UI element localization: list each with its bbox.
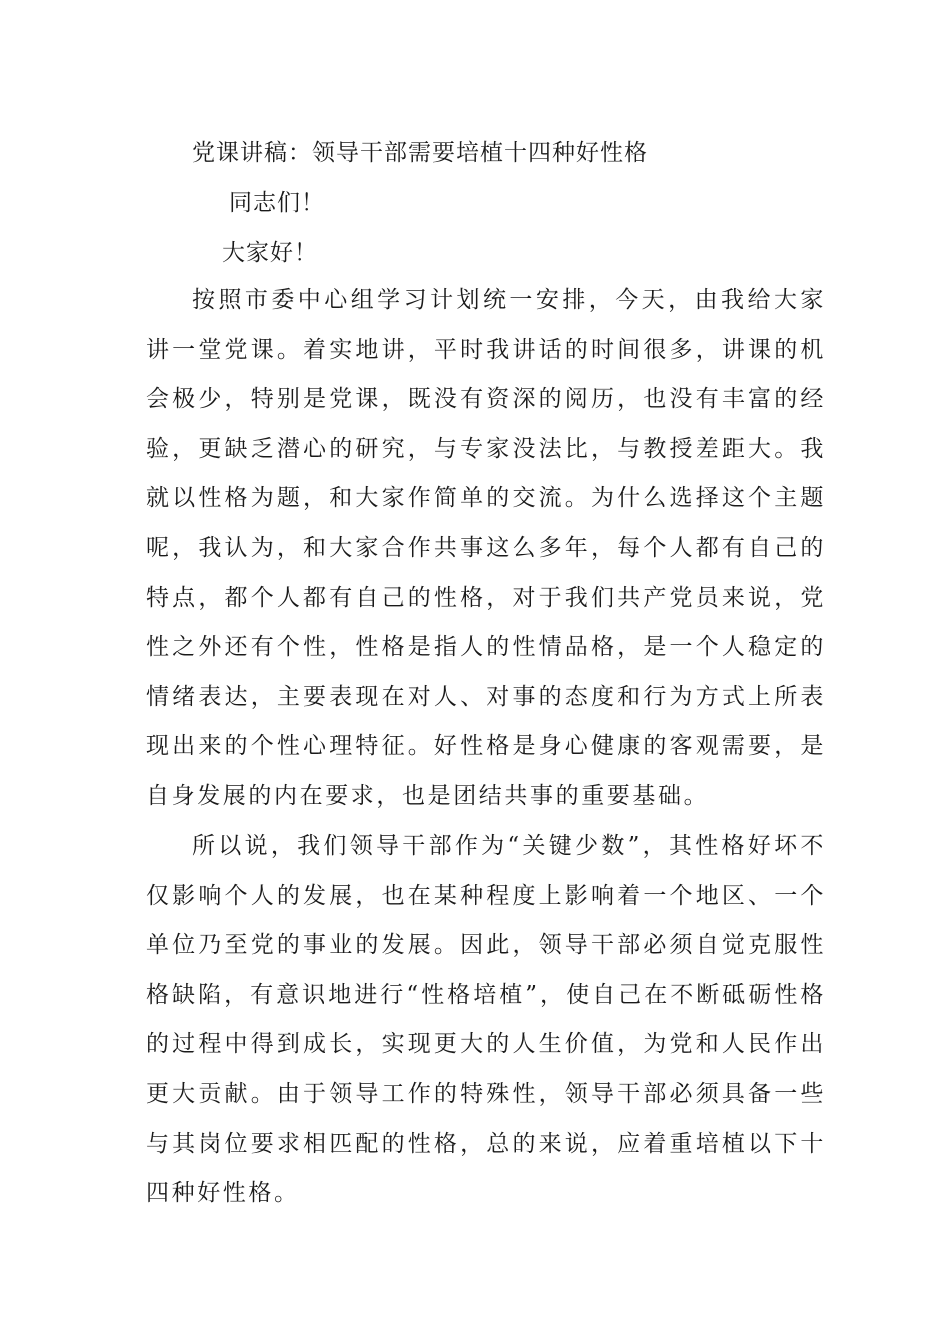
paragraph-2: 所以说，我们领导干部作为“关键少数”，其性格好坏不仅影响个人的发展，也在某种程度上影响着一个地区、一个单位乃至党的事业的发展。因此，领导干部必须自觉克服性格缺陷，有意识地进行“性格培植”，使自己在不断砥砺性格的过程中得到成长，实现更大的人生价值，为党和人民作出更大贡献。由于领导工作的特殊性，领导干部必须具备一些与其岗位要求相匹配的性格，总的来说，应着重培植以下十四种好性格。 xyxy=(146,833,826,1207)
greeting-comrades: 同志们！ xyxy=(229,190,325,216)
paragraph-1: 按照市委中心组学习计划统一安排，今天，由我给大家讲一堂党课。着实地讲，平时我讲话的时间很多，讲课的机会极少，特别是党课，既没有资深的阅历，也没有丰富的经验，更缺乏潜心的研究，与专家没法比，与教授差距大。我就以性格为题，和大家作简单的交流。为什么选择这个主题呢，我认为，和大家合作共事这么多年，每个人都有自己的特点，都个人都有自己的性格，对于我们共产党员来说，党性之外还有个性，性格是指人的性情品格，是一个人稳定的情绪表达，主要表现在对人、对事的态度和行为方式上所表现出来的个性心理特征。好性格是身心健康的客观需要，是自身发展的内在要求，也是团结共事的重要基础。 xyxy=(146,287,826,809)
greeting-everyone: 大家好！ xyxy=(222,240,318,266)
document-title: 党课讲稿：领导干部需要培植十四种好性格 xyxy=(192,140,648,166)
